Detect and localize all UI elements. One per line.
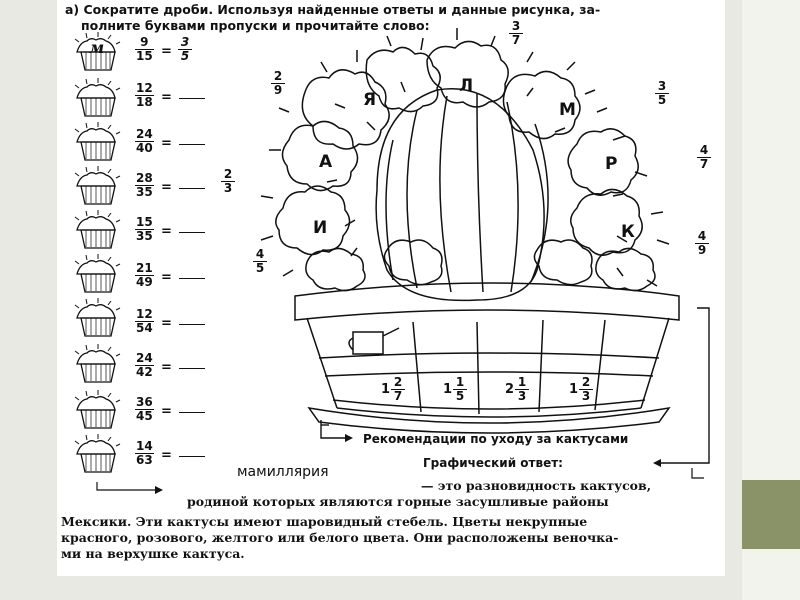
answer-blank[interactable]	[179, 188, 205, 189]
description-line-5: ми на верхушке кактуса.	[61, 546, 245, 561]
cactus-fraction: 3 7	[509, 20, 523, 47]
cactus-letter: Р	[605, 154, 618, 174]
answer-blank[interactable]	[179, 368, 205, 369]
equals-sign: =	[161, 90, 172, 105]
task-line-1: а) Сократите дроби. Используя найденные ответы и данные рисунка, за-	[65, 2, 601, 17]
answer-blank[interactable]	[179, 232, 205, 233]
description-line-1: — это разновидность кактусов,	[421, 478, 652, 493]
answer-blank[interactable]	[179, 412, 205, 413]
worksheet-page	[57, 0, 725, 576]
cactus-letter: Я	[363, 90, 377, 110]
equals-sign: =	[161, 270, 172, 285]
exercise-fraction: 14 63	[136, 439, 153, 467]
exercise-fraction: 12 54	[136, 307, 153, 335]
equals-sign: =	[161, 136, 172, 151]
exercise-fraction: 9 15	[136, 35, 153, 63]
cactus-letter: Л	[459, 76, 474, 96]
care-recommendations-label: Рекомендации по уходу за кактусами	[363, 432, 629, 446]
cactus-fraction: 4 9	[695, 230, 709, 257]
side-accent-block	[742, 480, 800, 549]
exercise-fraction: 21 49	[136, 261, 153, 289]
slide-side-strip	[742, 0, 800, 600]
cactus-letter: А	[319, 152, 333, 172]
equals-sign: =	[161, 360, 172, 375]
exercise-fraction: 12 18	[136, 81, 153, 109]
exercise-fraction: 15 35	[136, 215, 153, 243]
first-answer-letter: м	[89, 38, 105, 57]
cactus-fraction: 3 5	[655, 80, 669, 107]
task-line-2: полните буквами пропуски и прочитайте слово:	[81, 18, 430, 33]
answer-blank[interactable]	[179, 456, 205, 457]
exercise-fraction: 36 45	[136, 395, 153, 423]
cactus-fraction: 2 3	[221, 168, 235, 195]
description-line-3: Мексики. Эти кактусы имеют шаровидный стебель. Цветы некрупные	[61, 514, 588, 529]
answer-blank[interactable]	[179, 98, 205, 99]
equals-sign: =	[161, 448, 172, 463]
answer-blank[interactable]	[179, 278, 205, 279]
equals-sign: =	[161, 224, 172, 239]
cactus-letter: М	[559, 100, 576, 120]
pot-mixed-number: 1 $\frac{2}{3}$	[569, 376, 593, 403]
answer-fraction: 3 5	[178, 36, 192, 63]
description-line-2: родиной которых являются горные засушливые районы	[187, 494, 609, 509]
pot-mixed-number: 2 $\frac{1}{3}$	[505, 376, 529, 403]
cactus-letter: К	[621, 222, 635, 242]
pot-mixed-number: 1 $\frac{1}{5}$	[443, 376, 467, 403]
cactus-fraction: 4 5	[253, 248, 267, 275]
equals-sign: =	[161, 180, 172, 195]
exercise-fraction: 24 40	[136, 127, 153, 155]
equals-sign: =	[161, 44, 172, 59]
answer-blank[interactable]	[179, 324, 205, 325]
exercise-fraction: 24 42	[136, 351, 153, 379]
answer-blank[interactable]	[179, 144, 205, 145]
equals-sign: =	[161, 316, 172, 331]
answer-word: мамиллярия	[237, 464, 329, 480]
graphic-answer-label: Графический ответ:	[423, 456, 563, 470]
cactus-fraction: 2 9	[271, 70, 285, 97]
exercise-fraction: 28 35	[136, 171, 153, 199]
pot-mixed-number: 1 $\frac{2}{7}$	[381, 376, 405, 403]
description-line-4: красного, розового, желтого или белого цвета. Они расположены веночка-	[61, 530, 619, 545]
equals-sign: =	[161, 404, 172, 419]
cactus-fraction: 4 7	[697, 144, 711, 171]
cactus-letter: И	[313, 218, 328, 238]
